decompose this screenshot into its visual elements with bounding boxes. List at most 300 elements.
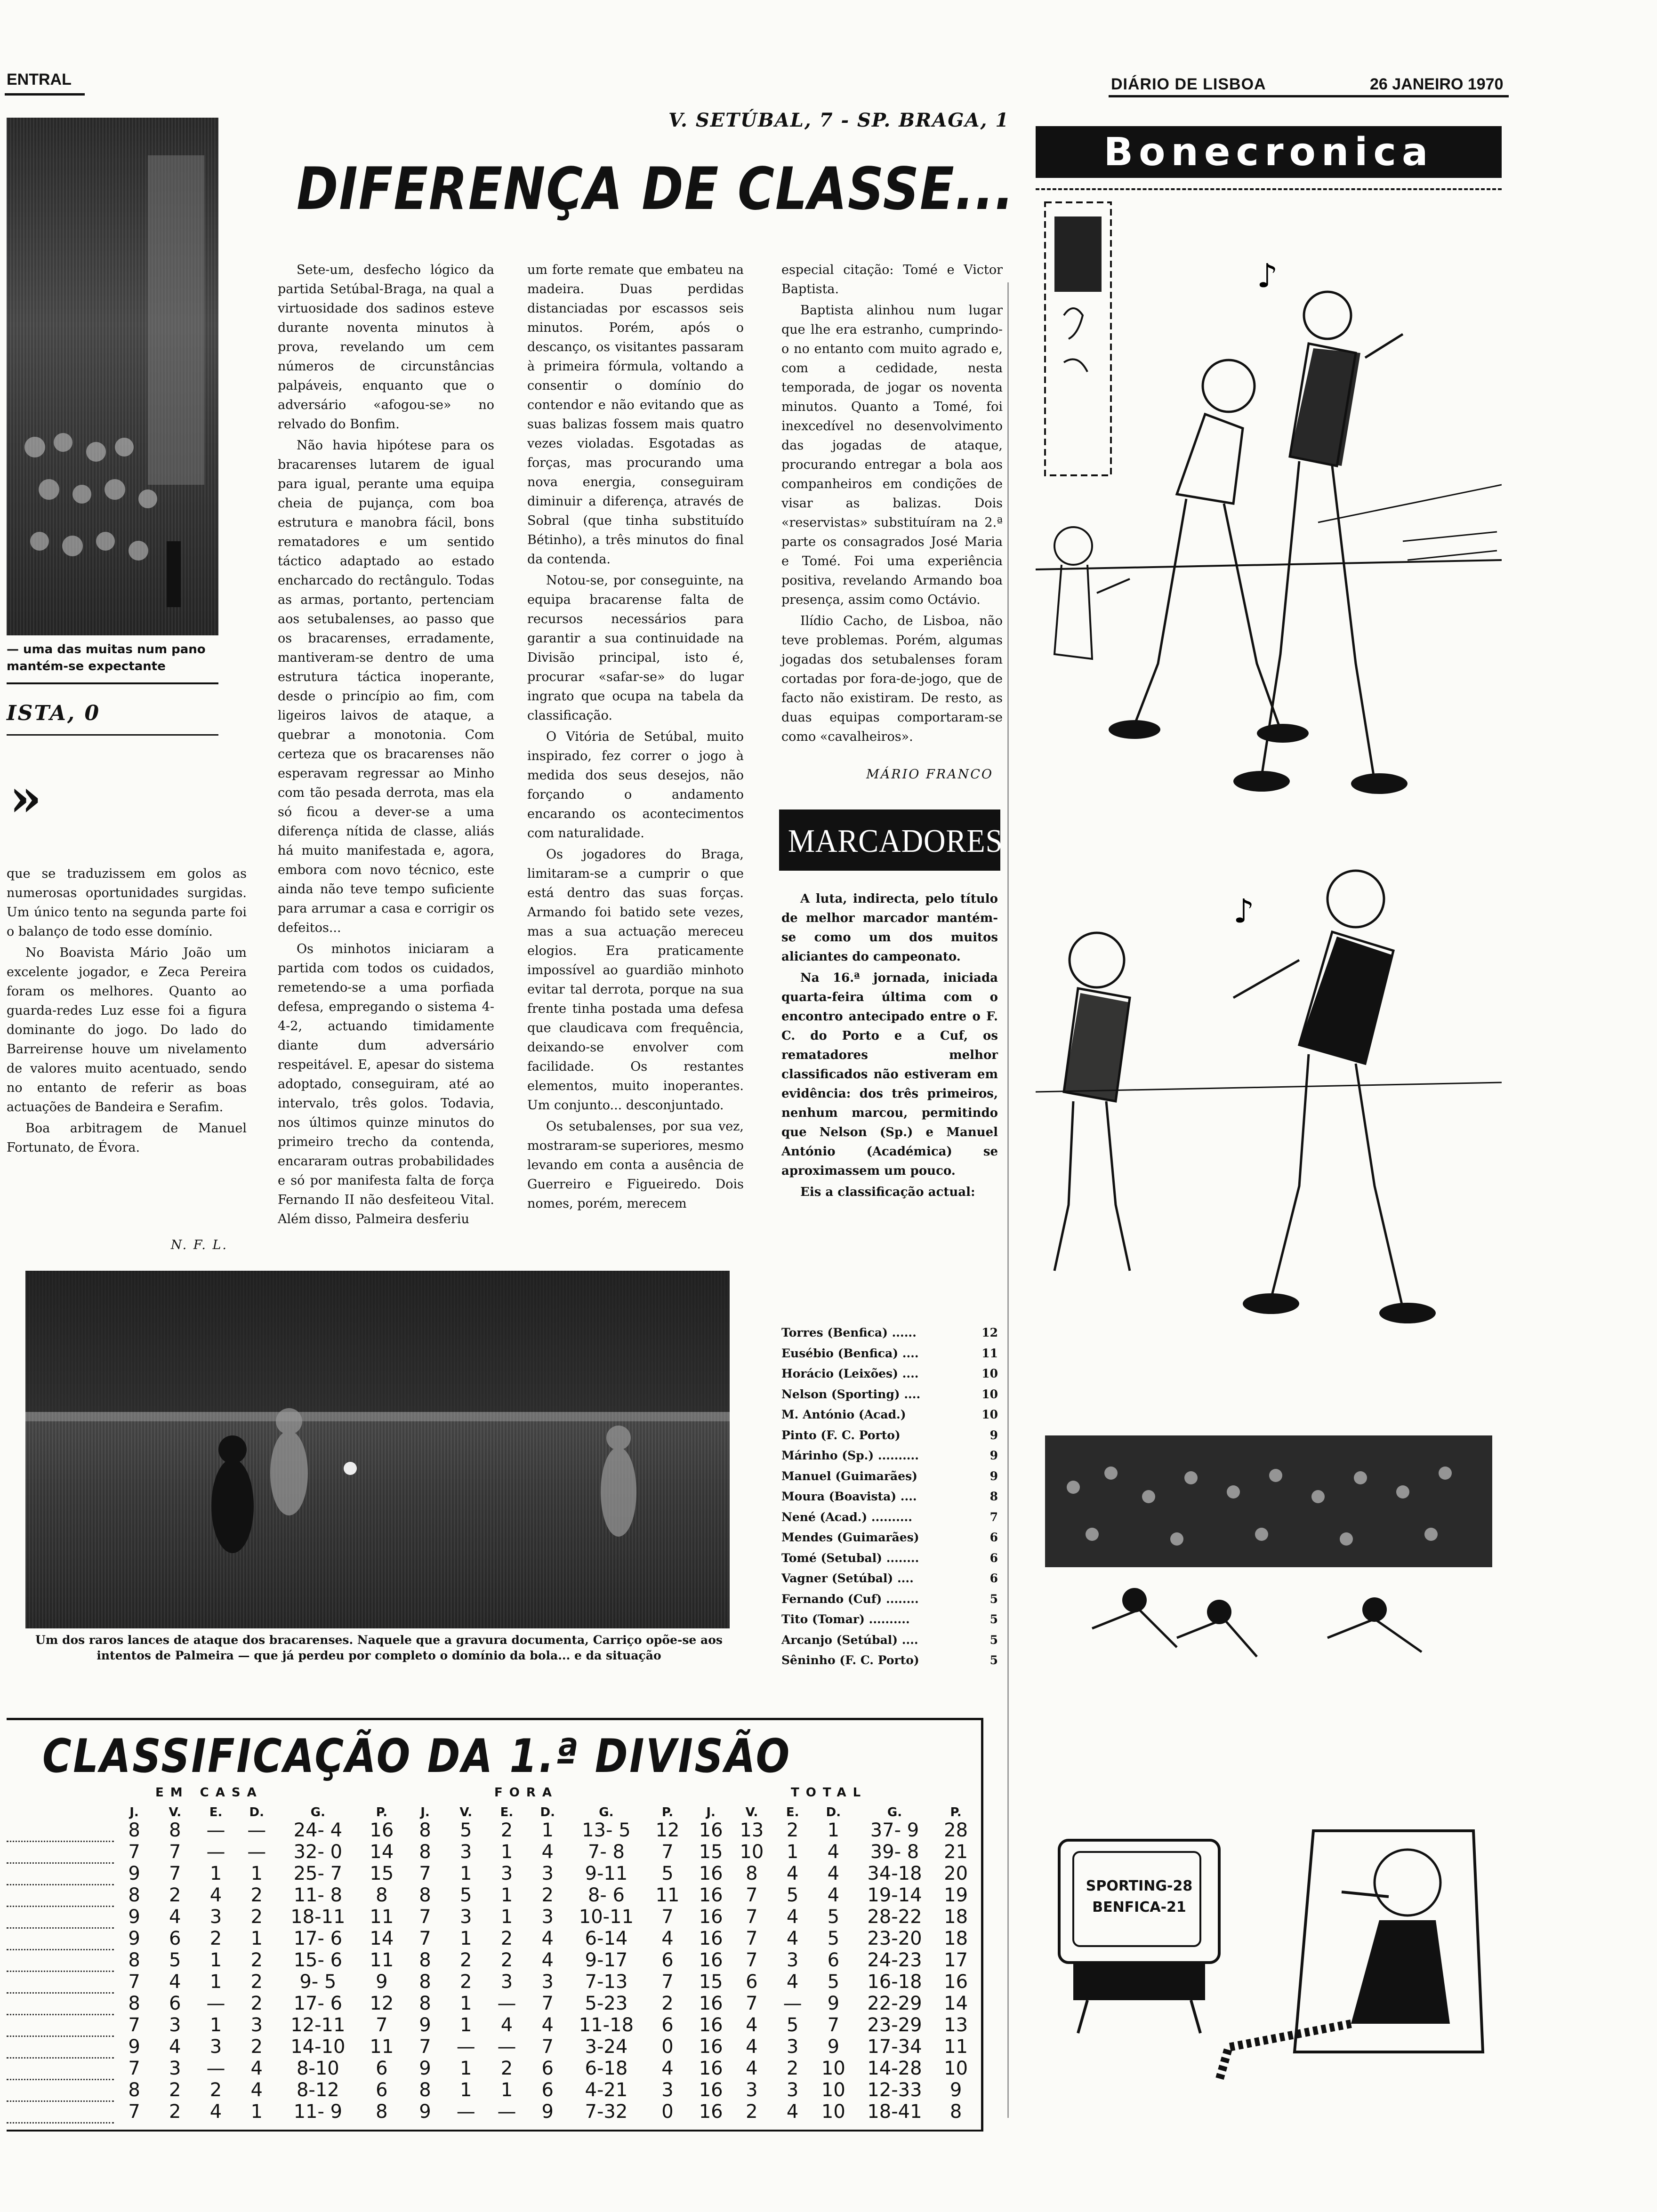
standings-cell: 2 <box>169 1884 181 1906</box>
standings-cell: 4 <box>169 1971 181 1993</box>
article-headline: DIFERENÇA DE CLASSE... <box>297 155 1015 223</box>
cartoon-dashed-border <box>1036 188 1502 190</box>
standings-cell: 9 <box>949 2079 962 2101</box>
scorers-table <box>781 1322 998 1671</box>
left-caption-rule <box>7 682 218 684</box>
tv-cartoon <box>1050 1826 1502 2118</box>
scorers-paragraph: A luta, indirecta, pelo título de melhor marcador mantém-se como um dos muitos aliciantes do campeonato. <box>781 892 998 964</box>
standings-cell: 14 <box>944 1993 968 2014</box>
standings-column-header: D. <box>540 1805 555 1819</box>
standings-cell: 7 <box>419 1906 431 1928</box>
standings-team-header <box>7 1805 114 1819</box>
standings-cell: 11 <box>655 1884 680 1906</box>
standings-cell: — <box>456 2036 475 2058</box>
standings-cell: 4 <box>786 2101 799 2123</box>
standings-cell: 6 <box>169 1928 181 1949</box>
scorer-goals: 8 <box>989 1490 998 1504</box>
standings-cell: 16 <box>370 1819 394 1841</box>
standings-cell: 7 <box>541 2036 554 2058</box>
standings-cell: 2 <box>661 1993 674 2014</box>
standings-cell: 2 <box>250 1906 263 1928</box>
scorer-goals: 6 <box>989 1551 998 1565</box>
standings-cell: 8- 6 <box>587 1884 625 1906</box>
standings-cell: 3 <box>541 1971 554 1993</box>
standings-cell: 1 <box>460 2014 472 2036</box>
standings-cell: 8 <box>419 1971 431 1993</box>
standings-cell: 11-18 <box>579 2014 634 2036</box>
crowd-photo-illustration <box>7 118 218 635</box>
standings-column-header: P. <box>376 1805 387 1819</box>
standings-cell: 13 <box>740 1819 764 1841</box>
standings-cell: 6 <box>541 2058 554 2079</box>
standings-row <box>7 1841 976 1863</box>
standings-cell: 2 <box>460 1971 472 1993</box>
standings-cell: 6 <box>661 1949 674 1971</box>
standings-cell: 1 <box>209 1863 222 1884</box>
standings-cell: 16 <box>699 1928 723 1949</box>
standings-column-header: E. <box>209 1805 223 1819</box>
standings-column-header: V. <box>169 1805 182 1819</box>
standings-cell: 1 <box>500 1906 513 1928</box>
left-signature: N. F. L. <box>170 1238 228 1252</box>
scorer-row <box>781 1609 998 1630</box>
standings-cell: 7 <box>746 1884 758 1906</box>
standings-cell: 12 <box>370 1993 394 2014</box>
standings-cell: 28-22 <box>867 1906 922 1928</box>
article-kicker: V. SETÚBAL, 7 - SP. BRAGA, 1 <box>668 109 1010 131</box>
standings-cell: 4 <box>250 2079 263 2101</box>
standings-column-header: V. <box>459 1805 473 1819</box>
scorer-goals: 6 <box>989 1571 998 1586</box>
standings-header-row <box>7 1805 976 1819</box>
match-photo-illustration <box>25 1271 730 1628</box>
standings-cell: 0 <box>661 2101 674 2123</box>
standings-cell: — <box>497 2036 516 2058</box>
standings-cell: 3 <box>786 1949 799 1971</box>
standings-cell: 18-41 <box>867 2101 922 2123</box>
standings-cell: 4-21 <box>585 2079 628 2101</box>
standings-cell: 2 <box>500 1819 513 1841</box>
standings-cell: 9 <box>128 2036 140 2058</box>
standings-row <box>7 1863 976 1884</box>
standings-cell: 1 <box>460 1863 472 1884</box>
standings-cell: 18 <box>944 1928 968 1949</box>
standings-column-header: J. <box>420 1805 430 1819</box>
standings-cell: 8 <box>746 1863 758 1884</box>
standings-column-header: D. <box>249 1805 264 1819</box>
standings-cell: 9-17 <box>585 1949 628 1971</box>
standings-column-header: V. <box>745 1805 758 1819</box>
scorer-goals: 10 <box>981 1367 998 1381</box>
standings-cell: 16 <box>699 1906 723 1928</box>
standings-cell: 8 <box>419 1993 431 2014</box>
standings-cell: 11 <box>370 2036 394 2058</box>
standings-cell: 2 <box>500 1928 513 1949</box>
standings-cell: 1 <box>250 2101 263 2123</box>
standings-cell: 7-13 <box>585 1971 628 1993</box>
standings-cell: 9- 5 <box>299 1971 337 1993</box>
standings-column-header: D. <box>826 1805 841 1819</box>
cartoon-panel-2 <box>1036 847 1502 1346</box>
standings-cell: 16 <box>699 1819 723 1841</box>
left-quote-mark: » <box>9 767 42 828</box>
standings-team-cell <box>7 1906 114 1928</box>
standings-cell: 22-29 <box>867 1993 922 2014</box>
standings-title: CLASSIFICAÇÃO DA 1.ª DIVISÃO <box>42 1730 791 1783</box>
scorer-row <box>781 1343 998 1364</box>
scorer-name: Tito (Tomar) .......... <box>781 1612 910 1627</box>
match-photo-caption: Um dos raros lances de ataque dos bracarenses. Naquele que a gravura documenta, Carriço opõe-se aos intentos de Palmeira — que já perdeu por completo o domínio da bola... e da situação <box>35 1633 723 1662</box>
standings-cell: 19-14 <box>867 1884 922 1906</box>
standings-cell: 3 <box>541 1863 554 1884</box>
standings-cell: 16 <box>699 2014 723 2036</box>
standings-team-cell <box>7 2058 114 2079</box>
standings-cell: 5-23 <box>585 1993 628 2014</box>
standings-cell: 2 <box>786 2058 799 2079</box>
standings-cell: 9 <box>419 2101 431 2123</box>
standings-cell: 7 <box>419 1863 431 1884</box>
scorer-row <box>781 1404 998 1425</box>
standings-cell: 5 <box>827 1906 840 1928</box>
standings-cell: 9 <box>827 2036 840 2058</box>
standings-cell: 7 <box>746 1928 758 1949</box>
standings-cell: 2 <box>250 1993 263 2014</box>
standings-cell: 7 <box>661 1971 674 1993</box>
standings-cell: 4 <box>827 1841 840 1863</box>
standings-cell: 8 <box>419 1819 431 1841</box>
standings-cell: 12-33 <box>867 2079 922 2101</box>
standings-cell: 12-11 <box>290 2014 346 2036</box>
standings-cell: 12 <box>655 1819 680 1841</box>
standings-group-total: TOTAL <box>791 1786 868 1800</box>
standings-cell: 4 <box>661 1928 674 1949</box>
standings-cell: 1 <box>500 2079 513 2101</box>
scorer-row <box>781 1507 998 1528</box>
scorers-paragraph: Na 16.ª jornada, iniciada quarta-feira última com o encontro antecipado entre o F. C. do Porto e a Cuf, os rematadores melhor classificados não estiveram em evidência: dos três primeiros, nenhum marcou, permitindo que Nelson (Sp.) e Manuel António (Académica) se aproximassem um pouco. <box>781 971 998 1178</box>
standings-cell: — <box>247 1841 266 1863</box>
scorer-goals: 7 <box>989 1510 998 1524</box>
scorer-name: Eusébio (Benfica) .... <box>781 1346 919 1360</box>
standings-cell: — <box>206 1841 225 1863</box>
standings-cell: 4 <box>746 2036 758 2058</box>
standings-cell: 16 <box>699 1884 723 1906</box>
article-paragraph: Baptista alinhou num lugar que lhe era estranho, cumprindo-o no entanto com muito agrado e, com a cedidade, nesta temporada, de jogar os noventa minutos. Quanto a Tomé, foi inexcedível no desenvolvimento das jogadas de ataque, procurando entregar a bola aos companheiros em condições de visar as balizas. Dois «reservistas» substituíram na 2.ª parte os consagrados José Maria e Tomé. Foi uma experiência positiva, revelando Armando boa presença, assim como Octávio. <box>781 303 1003 607</box>
scorer-goals: 5 <box>989 1612 998 1627</box>
standings-cell: 8 <box>419 1949 431 1971</box>
standings-cell: 7 <box>169 1863 181 1884</box>
standings-cell: 4 <box>500 2014 513 2036</box>
scorer-goals: 10 <box>981 1408 998 1422</box>
standings-cell: 2 <box>209 1928 222 1949</box>
left-article-body <box>7 864 247 1159</box>
standings-cell: 6 <box>746 1971 758 1993</box>
standings-cell: 0 <box>661 2036 674 2058</box>
left-photo-caption: — uma das muitas num pano mantém-se expectante <box>7 642 206 673</box>
standings-cell: 37- 9 <box>870 1819 919 1841</box>
scorer-name: Manuel (Guimarães) <box>781 1469 918 1483</box>
standings-cell: — <box>497 2101 516 2123</box>
standings-cell: 16 <box>699 1993 723 2014</box>
scorer-name: Pinto (F. C. Porto) <box>781 1428 901 1442</box>
standings-cell: 3 <box>169 2014 181 2036</box>
standings-cell: 14-10 <box>290 2036 346 2058</box>
standings-cell: 4 <box>746 2058 758 2079</box>
standings-row <box>7 1993 976 2014</box>
standings-cell: 25- 7 <box>293 1863 343 1884</box>
standings-cell: 9-11 <box>585 1863 628 1884</box>
standings-cell: 9 <box>419 2058 431 2079</box>
standings-cell: 7 <box>128 1841 140 1863</box>
left-paragraph: que se traduzissem em golos as numerosas oportunidades surgidas. Um único tento na segunda parte foi o balanço de todo esse domínio. <box>7 866 247 939</box>
standings-cell: 7 <box>128 2101 140 2123</box>
standings-cell: 8 <box>949 2101 962 2123</box>
article-signature: MÁRIO FRANCO <box>866 767 993 782</box>
standings-cell: 39- 8 <box>870 1841 919 1863</box>
standings-cell: 5 <box>661 1863 674 1884</box>
standings-cell: 7 <box>746 1949 758 1971</box>
standings-team-cell <box>7 1993 114 2014</box>
standings-cell: 1 <box>209 1971 222 1993</box>
standings-cell: 16 <box>699 1863 723 1884</box>
standings-cell: 17- 6 <box>293 1928 343 1949</box>
scorer-name: Horácio (Leixões) .... <box>781 1367 919 1381</box>
standings-cell: 11 <box>944 2036 968 2058</box>
left-headline-rule <box>7 734 218 736</box>
standings-column-header: G. <box>310 1805 325 1819</box>
standings-cell: 16-18 <box>867 1971 922 1993</box>
standings-cell: 11- 9 <box>293 2101 343 2123</box>
standings-cell: 5 <box>460 1884 472 1906</box>
section-label: ENTRAL <box>7 71 72 88</box>
standings-team-cell <box>7 1884 114 1906</box>
match-photo <box>25 1271 730 1628</box>
standings-team-cell <box>7 1928 114 1949</box>
scorer-goals: 11 <box>981 1346 998 1360</box>
svg-text:♪: ♪ <box>1233 892 1255 930</box>
standings-row <box>7 2058 976 2079</box>
standings-cell: 5 <box>786 1884 799 1906</box>
scorer-row <box>781 1527 998 1548</box>
standings-cell: 4 <box>786 1971 799 1993</box>
standings-cell: 8-12 <box>296 2079 339 2101</box>
article-paragraph: O Vitória de Setúbal, muito inspirado, fez correr o jogo à medida dos seus desejos, não forçando o andamento encarando os acontecimentos com naturalidade. <box>527 729 744 841</box>
scorer-name: Tomé (Setubal) ........ <box>781 1551 919 1565</box>
newspaper-name: DIÁRIO DE LISBOA <box>1111 75 1266 93</box>
scorer-row <box>781 1630 998 1651</box>
article-paragraph: Os jogadores do Braga, limitaram-se a cumprir o que está dentro das suas forças. Armando foi batido sete vezes, mas a sua actuação mereceu elogios. Era praticamente impossível ao guardião minhoto evitar tal derrota, porque na sua frente tinha postada uma defesa que claudicava com frequência, deixando-se envolver com facilidade. Os restantes elementos, muito inoperantes. Um conjunto... desconjuntado. <box>527 847 744 1113</box>
standings-cell: 11 <box>370 1906 394 1928</box>
cartoon-panel-3 <box>1036 1431 1502 1699</box>
standings-cell: — <box>497 1993 516 2014</box>
standings-cell: 9 <box>376 1971 388 1993</box>
standings-cell: — <box>456 2101 475 2123</box>
article-column-3 <box>781 260 1003 748</box>
scorer-name: Nené (Acad.) .......... <box>781 1510 912 1524</box>
standings-cell: 24- 4 <box>293 1819 343 1841</box>
standings-cell: 13- 5 <box>582 1819 631 1841</box>
scorer-name: M. António (Acad.) <box>781 1408 906 1422</box>
standings-cell: 9 <box>128 1928 140 1949</box>
standings-column-header: E. <box>786 1805 799 1819</box>
scorer-goals: 10 <box>981 1387 998 1401</box>
standings-cell: 17 <box>944 1949 968 1971</box>
standings-team-cell <box>7 2036 114 2058</box>
standings-cell: 18 <box>944 1906 968 1928</box>
standings-group-away: FORA <box>494 1786 559 1800</box>
standings-table <box>7 1805 976 2124</box>
standings-cell: 8 <box>419 2079 431 2101</box>
scorer-row <box>781 1650 998 1671</box>
standings-cell: 1 <box>209 2014 222 2036</box>
standings-cell: 14 <box>370 1928 394 1949</box>
scorer-row <box>781 1363 998 1384</box>
standings-cell: 6-14 <box>585 1928 628 1949</box>
article-column-1 <box>278 260 494 1231</box>
standings-cell: 7 <box>169 1841 181 1863</box>
standings-column-header: G. <box>887 1805 902 1819</box>
article-paragraph: Os minhotos iniciaram a partida com todos os cuidados, remetendo-se a uma porfiada defesa, empregando o sistema 4-4-2, actuando timidamente diante dum adversário respeitável. E, apesar do sistema adoptado, conseguiram, até ao intervalo, três golos. Todavia, nos últimos quinze minutos do primeiro trecho da contenda, encararam outras probabilidades e só por manifesta falta de força Fernando II não desfeiteou Vital. Além disso, Palmeira desferiu <box>278 942 494 1226</box>
standings-cell: 6 <box>376 2058 388 2079</box>
standings-cell: 23-29 <box>867 2014 922 2036</box>
scorer-goals: 9 <box>989 1469 998 1483</box>
standings-cell: 4 <box>541 2014 554 2036</box>
standings-cell: 1 <box>500 1884 513 1906</box>
standings-cell: 1 <box>460 1993 472 2014</box>
standings-column-header: P. <box>950 1805 962 1819</box>
article-paragraph: Os setubalenses, por sua vez, mostraram-se superiores, mesmo levando em conta a ausência de Guerreiro e Figueiredo. Dois nomes, porém, merecem <box>527 1119 744 1211</box>
standings-cell: 3 <box>209 2036 222 2058</box>
scorer-name: Sêninho (F. C. Porto) <box>781 1653 919 1667</box>
scorer-name: Moura (Boavista) .... <box>781 1490 917 1504</box>
standings-cell: 3 <box>209 1906 222 1928</box>
standings-cell: 7 <box>419 1928 431 1949</box>
standings-cell: 10 <box>821 2058 845 2079</box>
standings-cell: 6 <box>169 1993 181 2014</box>
standings-column-header: J. <box>706 1805 716 1819</box>
scorer-name: Márinho (Sp.) .......... <box>781 1449 919 1463</box>
standings-cell: 4 <box>661 2058 674 2079</box>
standings-cell: 15- 6 <box>293 1949 343 1971</box>
standings-cell: 1 <box>209 1949 222 1971</box>
standings-team-cell <box>7 1949 114 1971</box>
standings-cell: 17-34 <box>867 2036 922 2058</box>
standings-cell: 15 <box>370 1863 394 1884</box>
scorer-name: Vagner (Setúbal) .... <box>781 1571 914 1586</box>
standings-cell: 5 <box>827 1928 840 1949</box>
scorer-goals: 5 <box>989 1653 998 1667</box>
standings-row <box>7 2079 976 2101</box>
standings-cell: 1 <box>250 1863 263 1884</box>
standings-cell: 2 <box>500 1949 513 1971</box>
scorer-row <box>781 1322 998 1343</box>
standings-cell: 1 <box>250 1928 263 1949</box>
standings-cell: 7 <box>827 2014 840 2036</box>
standings-cell: 8-10 <box>296 2058 339 2079</box>
standings-column-header: P. <box>661 1805 674 1819</box>
scorer-name: Nelson (Sporting) .... <box>781 1387 921 1401</box>
standings-cell: 5 <box>827 1971 840 1993</box>
scorer-row <box>781 1589 998 1610</box>
article-paragraph: especial citação: Tomé e Victor Baptista. <box>781 263 1003 297</box>
scorers-paragraph: Eis a classificação actual: <box>800 1185 975 1199</box>
article-column-2 <box>527 260 744 1215</box>
standings-cell: 15 <box>699 1841 723 1863</box>
standings-cell: 2 <box>209 2079 222 2101</box>
standings-cell: 7 <box>376 2014 388 2036</box>
scorer-name: Arcanjo (Setúbal) .... <box>781 1633 918 1647</box>
standings-cell: 8 <box>128 1884 140 1906</box>
cartoon-panel-1 <box>1036 193 1502 842</box>
scorer-row <box>781 1548 998 1569</box>
article-paragraph: um forte remate que embateu na madeira. Duas perdidas distanciadas por escassos seis minutos. Porém, após o descanço, os visitantes passaram à primeira fórmula, voltando a consentir o domínio do contendor e não evitando que as suas balizas fossem mais quatro vezes violadas. Esgotadas as forças, mas procurando uma nova energia, conseguiram diminuir a diferença, através de Sobral (que tinha substituído Bétinho), a três minutos do final da contenda. <box>527 263 744 567</box>
standings-cell: 4 <box>786 1906 799 1928</box>
tv-score-line-2: BENFICA-21 <box>1092 1899 1186 1915</box>
standings-cell: 8 <box>128 1949 140 1971</box>
standings-cell: 7 <box>419 2036 431 2058</box>
standings-cell: 7 <box>541 1993 554 2014</box>
standings-cell: 10 <box>821 2079 845 2101</box>
left-headline-fragment: ISTA, 0 <box>7 701 101 725</box>
standings-cell: 2 <box>786 1819 799 1841</box>
standings-cell: 1 <box>827 1819 840 1841</box>
standings-cell: 8 <box>419 1884 431 1906</box>
scorer-goals: 9 <box>989 1428 998 1442</box>
standings-cell: 6 <box>827 1949 840 1971</box>
standings-cell: 4 <box>827 1863 840 1884</box>
standings-team-cell <box>7 2101 114 2123</box>
standings-column-header: J. <box>129 1805 139 1819</box>
standings-cell: 7 <box>746 1993 758 2014</box>
standings-cell: 15 <box>699 1971 723 1993</box>
standings-cell: 4 <box>209 1884 222 1906</box>
scorer-goals: 9 <box>989 1449 998 1463</box>
standings-cell: 4 <box>209 2101 222 2123</box>
standings-team-cell <box>7 1971 114 1993</box>
standings-row <box>7 1819 976 1841</box>
standings-cell: 7 <box>746 1906 758 1928</box>
right-column-rule <box>1007 282 1009 2118</box>
standings-cell: 8 <box>128 1993 140 2014</box>
standings-cell: 4 <box>541 1949 554 1971</box>
standings-cell: 17- 6 <box>293 1993 343 2014</box>
standings-cell: 3 <box>460 1841 472 1863</box>
standings-cell: 2 <box>250 1949 263 1971</box>
standings-cell: — <box>206 2058 225 2079</box>
standings-cell: 1 <box>460 1928 472 1949</box>
standings-cell: 11- 8 <box>293 1884 343 1906</box>
standings-cell: 3 <box>746 2079 758 2101</box>
standings-cell: 8 <box>376 2101 388 2123</box>
standings-cell: 16 <box>699 2058 723 2079</box>
standings-cell: 3 <box>541 1906 554 1928</box>
scorer-row <box>781 1445 998 1466</box>
standings-cell: 4 <box>541 1841 554 1863</box>
standings-cell: 16 <box>699 2079 723 2101</box>
standings-cell: 1 <box>541 1819 554 1841</box>
standings-cell: 23-20 <box>867 1928 922 1949</box>
standings-cell: 13 <box>944 2014 968 2036</box>
standings-cell: 34-18 <box>867 1863 922 1884</box>
standings-cell: — <box>783 1993 802 2014</box>
standings-row <box>7 1928 976 1949</box>
standings-team-cell <box>7 1841 114 1863</box>
article-paragraph: Notou-se, por conseguinte, na equipa bracarense falta de recursos necessários para garantir a sua continuidade na Divisão principal, isto é, procurar «safar-se» do lugar ingrato que ocupa na tabela da classificação. <box>527 573 744 723</box>
standings-row <box>7 2101 976 2123</box>
scorer-name: Torres (Benfica) ...... <box>781 1326 917 1340</box>
standings-cell: 4 <box>169 1906 181 1928</box>
scorer-row <box>781 1568 998 1589</box>
scorer-goals: 12 <box>981 1326 998 1340</box>
